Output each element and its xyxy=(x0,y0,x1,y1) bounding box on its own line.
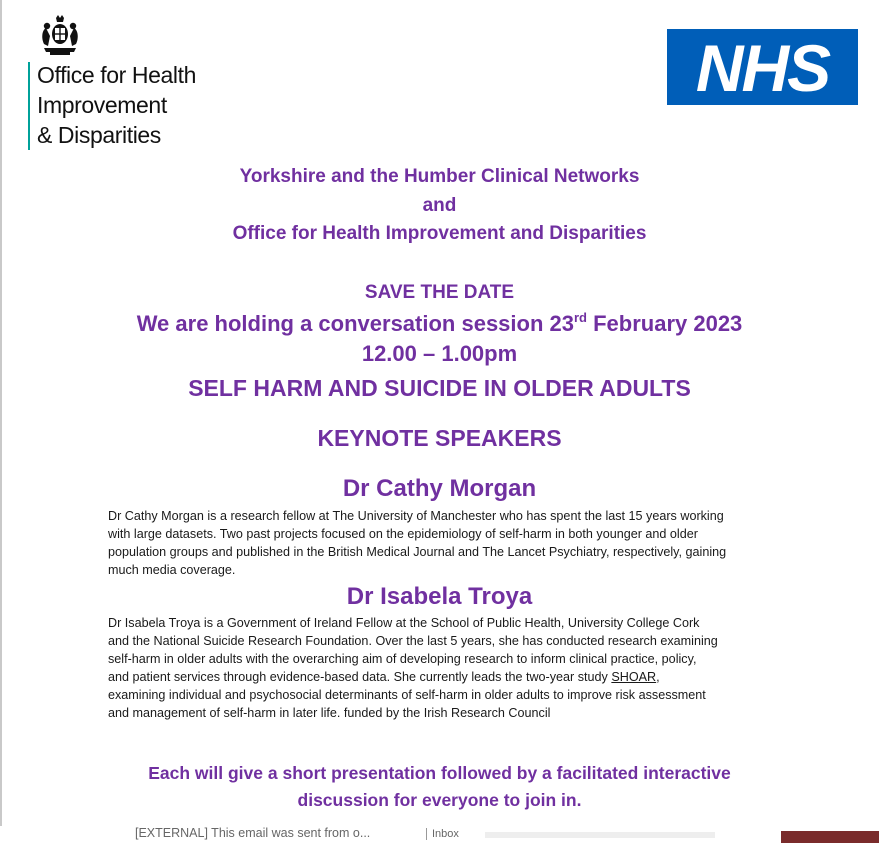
bio-line: examining individual and psychosocial determinants of self-harm in older adults to improve risk assessment xyxy=(108,688,706,702)
bio-line: and the National Suicide Research Foundation. Over the last 5 years, she has conducted research examining xyxy=(108,634,718,648)
email-list-strip[interactable] xyxy=(0,826,879,843)
speaker-2-bio xyxy=(108,614,788,722)
session-date: February 2023 xyxy=(586,311,743,336)
ohid-line-3: & Disparities xyxy=(37,122,161,148)
ohid-brand-bar xyxy=(28,62,30,150)
shoar-study-link[interactable]: SHOAR xyxy=(611,670,657,684)
session-ordinal: rd xyxy=(573,310,587,325)
bio-line: population groups and published in the British Medical Journal and The Lancet Psychiatry, respectively, gaining xyxy=(108,545,727,559)
ohid-wordmark xyxy=(37,60,196,150)
event-topic: SELF HARM AND SUICIDE IN OLDER ADULTS xyxy=(188,375,691,401)
bio-line: Dr Cathy Morgan is a research fellow at The University of Manchester who has spent the last 15 years working xyxy=(108,509,724,523)
speaker-2-name: Dr Isabela Troya xyxy=(346,583,533,610)
bio-line-text: and patient services through evidence-based data. She currently leads the two-year study xyxy=(108,670,612,684)
email-snippet[interactable]: [EXTERNAL] This email was sent from o... xyxy=(135,826,371,840)
session-line xyxy=(0,310,879,337)
save-the-date: SAVE THE DATE xyxy=(364,282,515,303)
session-prefix: We are holding a conversation session 23 xyxy=(136,311,574,336)
royal-coat-of-arms-icon xyxy=(38,14,82,56)
speaker-1-name: Dr Cathy Morgan xyxy=(342,475,537,502)
email-preview-fade xyxy=(485,832,715,838)
bio-line: with large datasets. Two past projects focused on the epidemiology of self-harm in both younger and older xyxy=(108,527,698,541)
bio-line: self-harm in older adults with the overarching aim of developing research to inform clinical practice, policy, xyxy=(108,652,697,666)
bio-line xyxy=(108,668,788,686)
org-line-2: Office for Health Improvement and Disparities xyxy=(232,223,647,244)
bio-line: and management of self-harm in later life. funded by the Irish Research Council xyxy=(108,706,551,720)
keynote-heading: KEYNOTE SPEAKERS xyxy=(317,425,562,451)
bio-line: Dr Isabela Troya is a Government of Ireland Fellow at the School of Public Health, University College Cork xyxy=(108,616,700,630)
ohid-logo xyxy=(28,12,248,148)
speaker-1-bio xyxy=(108,507,788,579)
org-and: and xyxy=(422,195,457,216)
bio-line: much media coverage. xyxy=(108,563,236,577)
closing-line-2: discussion for everyone to join in. xyxy=(297,790,582,810)
ohid-line-1: Office for Health xyxy=(37,62,196,88)
org-line-1: Yorkshire and the Humber Clinical Networks xyxy=(239,166,640,187)
window-left-edge xyxy=(0,0,2,843)
link-suffix: , xyxy=(656,670,660,684)
email-folder-label: Inbox xyxy=(426,828,459,840)
ohid-line-2: Improvement xyxy=(37,92,167,118)
window-corner-bar xyxy=(781,831,879,843)
nhs-logo xyxy=(667,29,858,105)
closing-line-1: Each will give a short presentation followed by a facilitated interactive xyxy=(148,763,731,783)
session-time: 12.00 – 1.00pm xyxy=(361,341,518,366)
nhs-logo-text: NHS xyxy=(695,31,830,105)
